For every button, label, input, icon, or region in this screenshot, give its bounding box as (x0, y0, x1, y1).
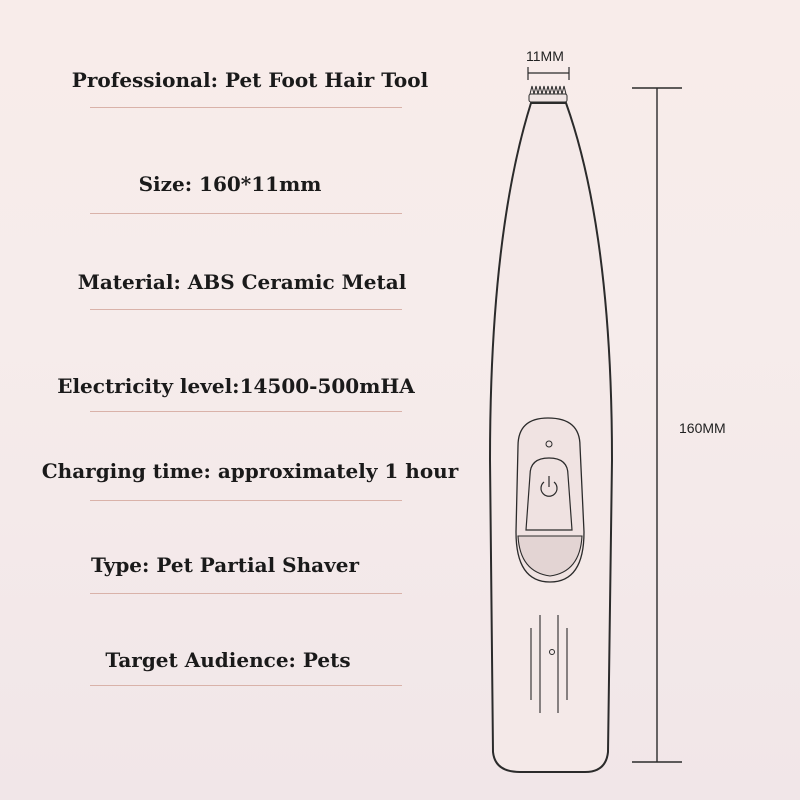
power-button (526, 458, 572, 530)
spec-size: Size: 160*11mm (138, 172, 322, 196)
spec-professional: Professional: Pet Foot Hair Tool (71, 68, 429, 92)
spec-electricity: Electricity level:14500-500mHA (57, 374, 415, 398)
length-dimension-label: 160MM (679, 420, 726, 436)
blade-teeth (529, 86, 567, 102)
spec-charging-time: Charging time: approximately 1 hour (41, 459, 459, 483)
width-dimension-marker (528, 67, 569, 80)
width-dimension-label: 11MM (526, 48, 564, 64)
spec-target-audience: Target Audience: Pets (105, 648, 351, 672)
spec-type: Type: Pet Partial Shaver (91, 553, 359, 577)
length-dimension-marker (632, 88, 682, 762)
spec-material: Material: ABS Ceramic Metal (77, 270, 407, 294)
